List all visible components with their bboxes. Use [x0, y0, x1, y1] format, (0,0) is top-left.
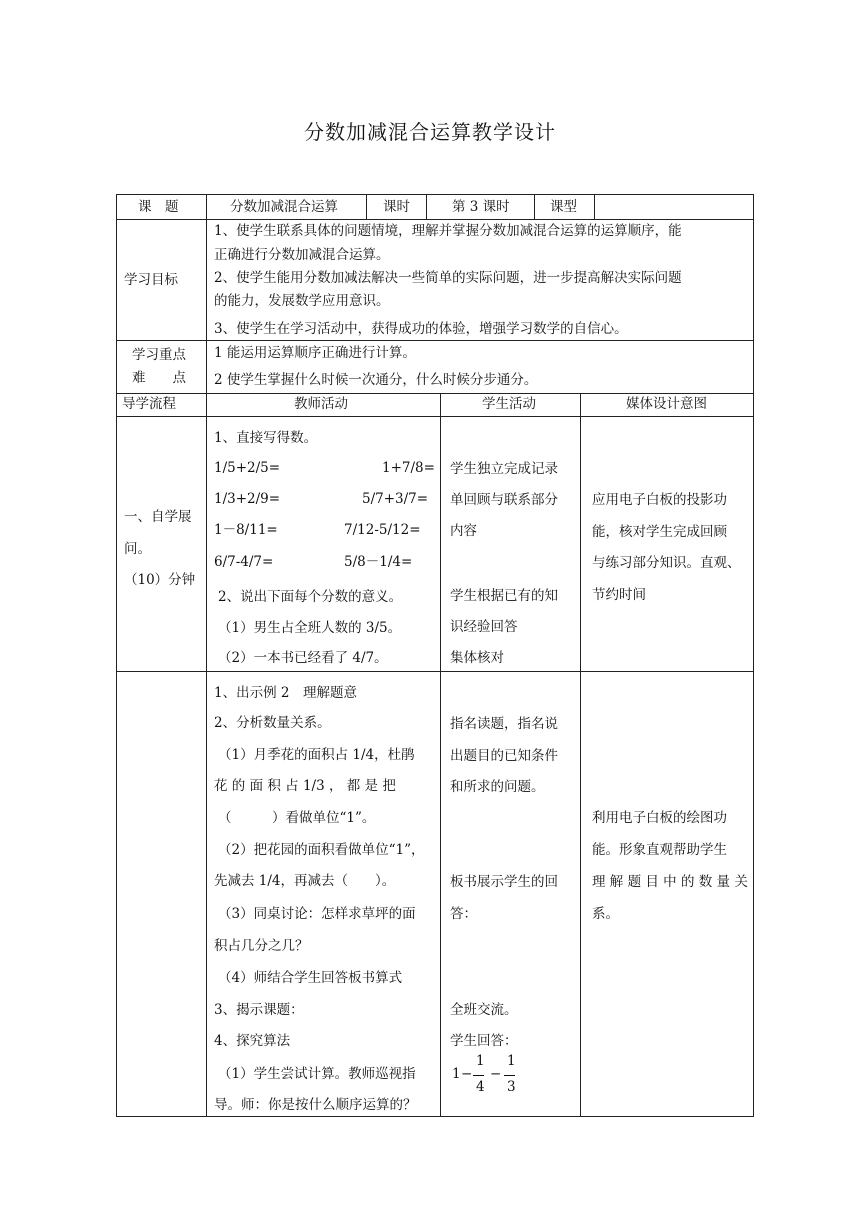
table-line — [116, 194, 117, 1117]
goals-line: 1、使学生联系具体的问题情境，理解并掌握分数加减混合运算的运算顺序，能 — [214, 223, 682, 239]
fraction-numerator: 1 — [507, 1053, 516, 1069]
fraction-denominator: 3 — [507, 1079, 516, 1095]
student-line: 学生回答： — [450, 1033, 518, 1049]
calc-right: 1+7/8= — [382, 460, 435, 476]
table-line — [206, 194, 207, 1117]
student-line: 板书展示学生的回 — [450, 874, 558, 890]
table-line — [753, 194, 754, 1117]
teacher-line: （4）师结合学生回答板书算式 — [218, 970, 403, 986]
col-student: 学生活动 — [482, 396, 536, 412]
table-line — [116, 393, 754, 394]
table-line — [440, 393, 441, 1117]
table-line — [116, 194, 754, 195]
media-line: 节约时间 — [592, 587, 646, 603]
label-subject: 课 题 — [138, 199, 179, 215]
teacher-line: （1）月季花的面积占 1/4，杜鹃 — [218, 747, 415, 763]
formula-op: − — [461, 1066, 473, 1082]
student-line: 出题目的已知条件 — [450, 748, 558, 764]
fraction-denominator: 4 — [476, 1079, 485, 1095]
goals-line: 2、使学生能用分数加减法解决一些简单的实际问题，进一步提高解决实际问题 — [214, 270, 682, 286]
table-line — [426, 194, 427, 219]
col-media: 媒体设计意图 — [626, 396, 707, 412]
label-period: 课时 — [383, 199, 410, 215]
calc-left: 6/7-4/7= — [214, 554, 274, 570]
table-line — [594, 194, 595, 219]
stage-label: （10）分钟 — [124, 572, 196, 588]
table-line — [116, 671, 754, 672]
calc-right: 5/7+3/7= — [362, 491, 429, 507]
teacher-line: （3）同桌讨论：怎样求草坪的面 — [218, 906, 416, 922]
student-line: 内容 — [450, 523, 477, 539]
student-line: 单回顾与联系部分 — [450, 492, 558, 508]
table-line — [580, 393, 581, 1117]
teacher-line: 积占几分之几？ — [214, 938, 309, 954]
teacher-line: （1）学生尝试计算。教师巡视指 — [218, 1066, 416, 1082]
teacher-line: 先减去 1/4，再减去（ ）。 — [214, 873, 396, 889]
calc-left: 1/3+2/9= — [214, 491, 281, 507]
table-line — [534, 194, 535, 219]
col-flow: 导学流程 — [122, 396, 176, 412]
teacher-line: 1、出示例 2 理解题意 — [214, 685, 357, 701]
student-line: 集体核对 — [450, 650, 504, 666]
student-line: 识经验回答 — [450, 619, 518, 635]
table-line — [116, 219, 754, 220]
page-title: 分数加减混合运算教学设计 — [304, 120, 556, 144]
formula-op: − — [490, 1066, 502, 1082]
subject-value: 分数加减混合运算 — [230, 199, 338, 215]
stage-label: 问。 — [124, 541, 151, 557]
calc-left: 1/5+2/5= — [214, 460, 281, 476]
keypoints-line: 1 能运用运算顺序正确进行计算。 — [214, 345, 416, 361]
calc-right: 7/12-5/12= — [344, 522, 421, 538]
teacher-line: 导。师：你是按什么顺序运算的？ — [214, 1097, 417, 1113]
period-value: 第 3 课时 — [452, 199, 510, 215]
calc-right: 5/8－1/4= — [344, 554, 413, 570]
student-line: 学生根据已有的知 — [450, 588, 558, 604]
keypoints-label: 学习重点 — [132, 347, 186, 363]
goals-label: 学习目标 — [124, 272, 178, 288]
media-line: 能。形象直观帮助学生 — [592, 842, 727, 858]
teacher-line: 2、分析数量关系。 — [214, 715, 331, 731]
fraction-numerator: 1 — [476, 1053, 485, 1069]
keypoints-label: 难 点 — [132, 370, 186, 386]
table-line — [366, 194, 367, 219]
teacher-line: 3、揭示课题： — [214, 1002, 304, 1018]
formula-lead: 1 — [452, 1066, 461, 1082]
teacher-line: 4、探究算法 — [214, 1033, 291, 1049]
media-line: 应用电子白板的投影功 — [592, 492, 727, 508]
teacher-item: （1）男生占全班人数的 3/5。 — [218, 620, 402, 636]
fraction-bar — [504, 1075, 515, 1076]
teacher-line: 花 的 面 积 占 1/3 ， 都 是 把 — [214, 778, 396, 794]
label-type: 课型 — [550, 199, 577, 215]
teacher-item: 1、直接写得数。 — [214, 430, 318, 446]
goals-line: 正确进行分数加减混合运算。 — [214, 247, 390, 263]
media-line: 利用电子白板的绘图功 — [592, 810, 727, 826]
student-line: 学生独立完成记录 — [450, 461, 558, 477]
teacher-line: （ ）看做单位“1”。 — [218, 810, 376, 826]
student-line: 和所求的问题。 — [450, 779, 545, 795]
goals-line: 3、使学生在学习活动中，获得成功的体验，增强学习数学的自信心。 — [214, 321, 628, 337]
goals-line: 的能力，发展数学应用意识。 — [214, 293, 390, 309]
student-line: 答： — [450, 906, 477, 922]
keypoints-line: 2 使学生掌握什么时候一次通分，什么时候分步通分。 — [214, 372, 538, 388]
student-line: 指名读题，指名说 — [450, 716, 558, 732]
media-line: 与练习部分知识。直观、 — [592, 555, 741, 571]
table-line — [116, 1116, 754, 1117]
teacher-line: （2）把花园的面积看做单位“1”， — [218, 842, 425, 858]
media-line: 理 解 题 目 中 的 数 量 关 — [592, 874, 748, 890]
table-line — [116, 416, 754, 417]
stage-label: 一、自学展 — [124, 509, 192, 525]
col-teacher: 教师活动 — [294, 396, 348, 412]
calc-left: 1－8/11= — [214, 522, 278, 538]
teacher-item: 2、说出下面每个分数的意义。 — [218, 589, 403, 605]
student-line: 全班交流。 — [450, 1002, 518, 1018]
media-line: 能，核对学生完成回顾 — [592, 524, 727, 540]
fraction-bar — [473, 1075, 484, 1076]
teacher-item: （2）一本书已经看了 4/7。 — [218, 650, 388, 666]
table-line — [116, 340, 754, 341]
media-line: 系。 — [592, 906, 619, 922]
